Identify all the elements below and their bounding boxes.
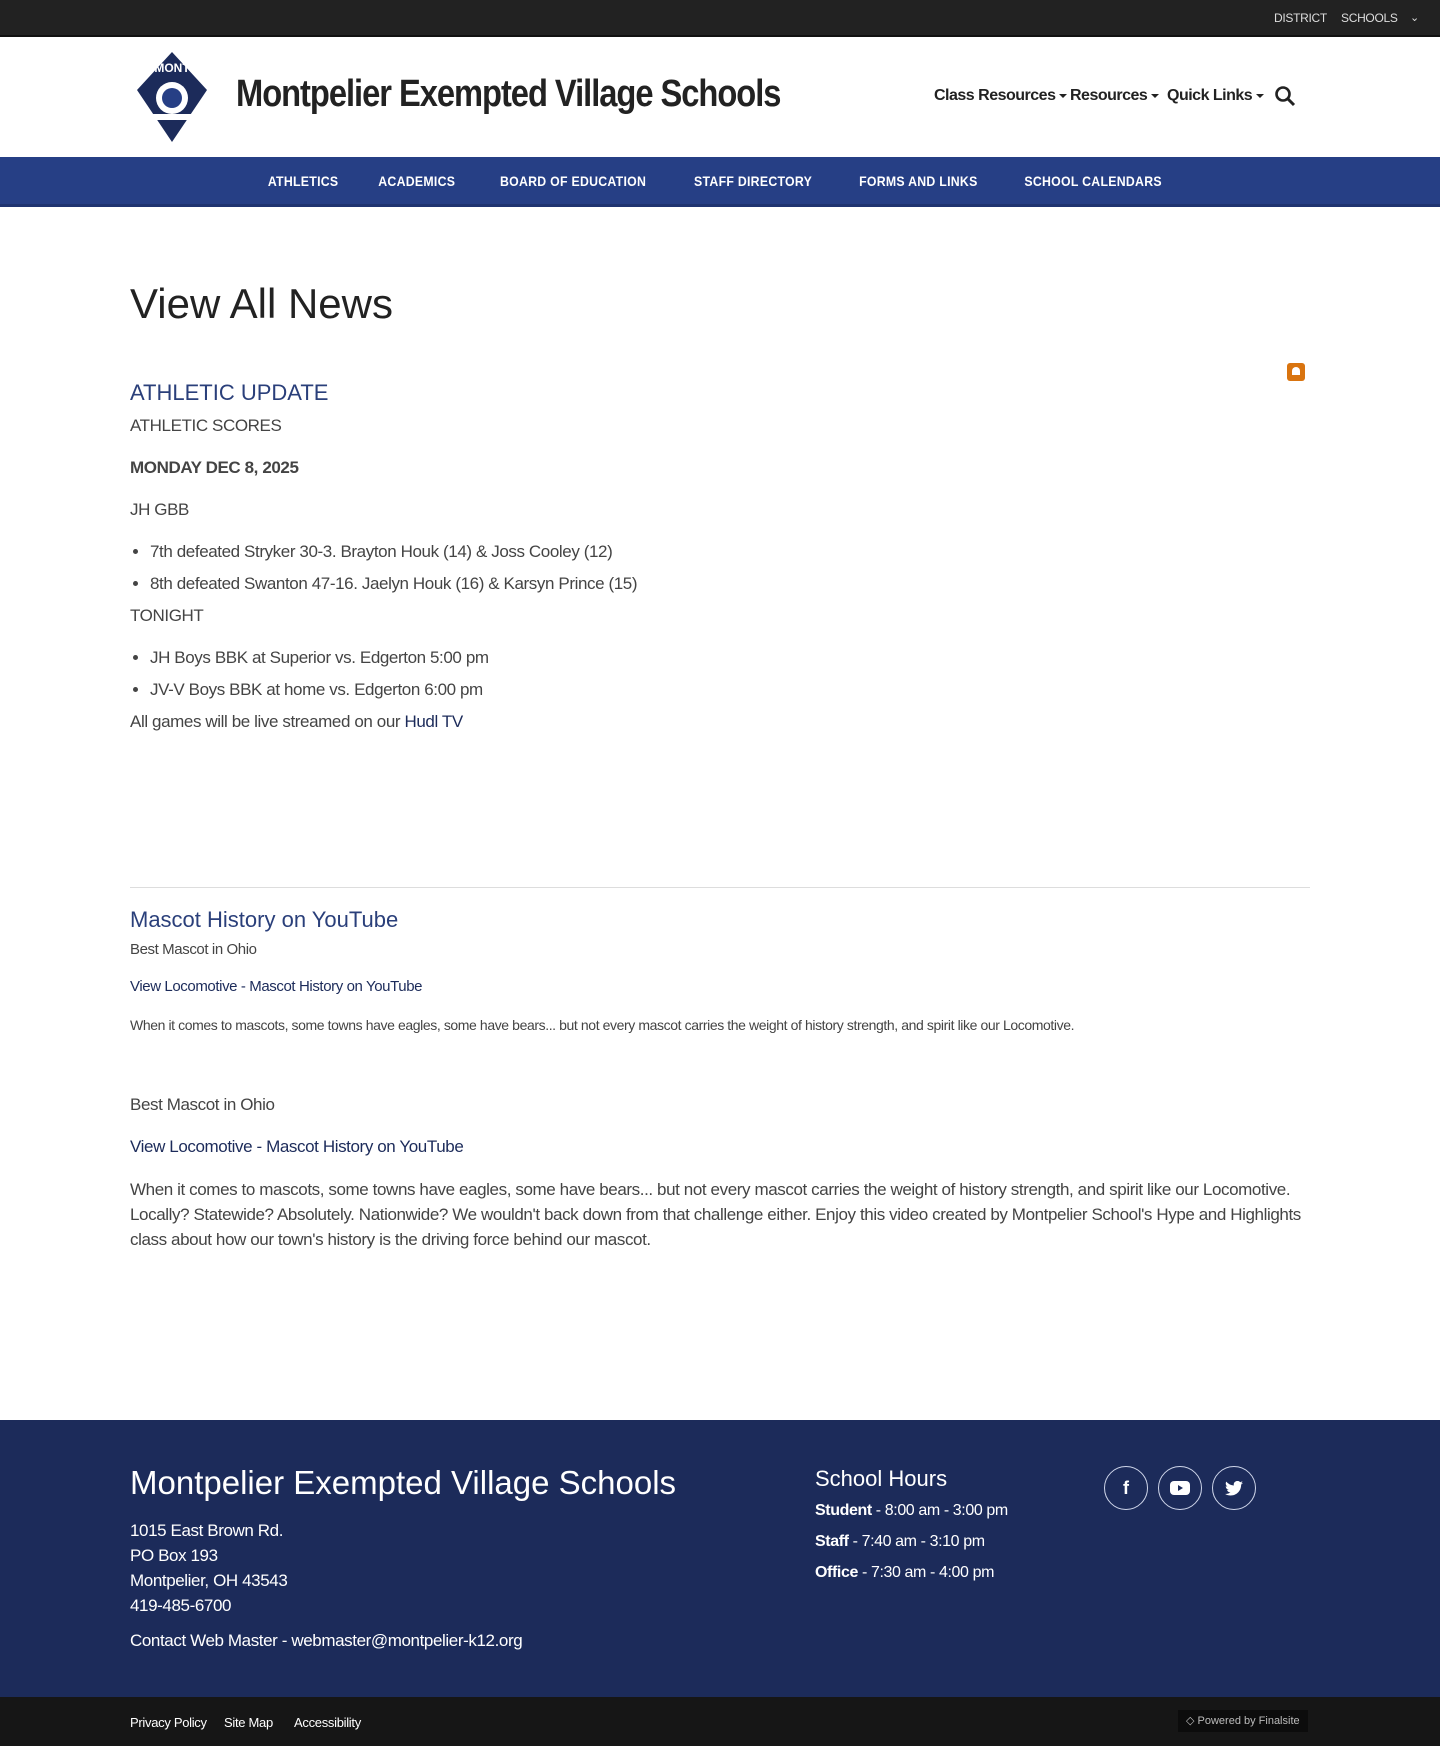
hours-label: Office [815, 1564, 858, 1581]
caret-down-icon [1059, 94, 1067, 98]
chevron-down-icon[interactable]: ⌄ [1410, 12, 1419, 24]
school-logo[interactable] [133, 50, 211, 144]
site-title[interactable]: Montpelier Exempted Village Schools [236, 73, 781, 115]
accessibility-link[interactable]: Accessibility [294, 1715, 361, 1730]
quick-links-menu[interactable] [1167, 87, 1264, 105]
post-title[interactable]: Mascot History on YouTube [130, 907, 399, 932]
top-bar [0, 0, 1440, 37]
list-item: • JV-V Boys BBK at home vs. Edgerton 6:00 pm [150, 680, 1310, 700]
resources-menu[interactable] [1070, 87, 1159, 105]
main-nav [0, 157, 1440, 207]
nav-school-calendars[interactable]: SCHOOL CALENDARS [1024, 172, 1163, 189]
privacy-policy-link[interactable]: Privacy Policy [130, 1715, 207, 1730]
youtube-link[interactable]: View Locomotive - Mascot History on YouTube [130, 1137, 464, 1156]
tonight-list [130, 648, 1310, 700]
results-list [130, 542, 1310, 594]
nav-forms-and-links[interactable]: FORMS AND LINKS [858, 172, 978, 189]
school-hours [815, 1466, 1008, 1595]
svg-text:MONT: MONT [154, 61, 190, 75]
schools-link[interactable]: SCHOOLS [1341, 11, 1398, 25]
search-icon[interactable] [1274, 85, 1296, 107]
stream-label: All games will be live streamed on our [130, 712, 405, 731]
powered-label: Powered by Finalsite [1197, 1715, 1300, 1727]
bottom-bar [0, 1697, 1440, 1746]
news-post-athletic-update [130, 380, 1310, 732]
section-heading: TONIGHT [130, 606, 204, 625]
phone-link[interactable]: 419-485-6700 [130, 1596, 232, 1615]
post-subtitle: ATHLETIC SCORES [130, 416, 282, 435]
bell-notification-icon[interactable] [1287, 363, 1305, 381]
nav-athletics[interactable]: ATHLETICS [267, 172, 338, 189]
facebook-icon[interactable]: f [1104, 1466, 1148, 1510]
post-summary: Best Mascot in Ohio [130, 941, 257, 958]
webmaster-label: Contact Web Master - [130, 1631, 292, 1650]
nav-board-of-education[interactable]: BOARD OF EDUCATION [500, 172, 647, 189]
powered-by-finalsite[interactable] [1178, 1710, 1308, 1732]
footer-title: Montpelier Exempted Village Schools [130, 1464, 677, 1501]
list-item: • 7th defeated Stryker 30-3. Brayton Houk (14) & Joss Cooley (12) [150, 542, 1310, 562]
hours-time: - 7:40 am - 3:10 pm [848, 1533, 985, 1550]
address-line: 1015 East Brown Rd. [130, 1521, 284, 1540]
hours-row [815, 1502, 1008, 1520]
body-text: When it comes to mascots, some towns have eagles, some have bears... but not every mascot carries the weight of history strength, and spirit like our Locomotive. Locally? Statewide? Absolutely. Nationwide? We wouldn't back down from that challenge either. Enjoy this video created by Montpelier School's Hype and Highlights class about how our town's history is the driving force behind our mascot. [130, 1180, 1301, 1249]
summary-text: When it comes to mascots, some towns have eagles, some have bears... but not every mascot carries the weight of history strength, and spirit like our Locomotive. [130, 1017, 1075, 1033]
twitter-icon[interactable] [1212, 1466, 1256, 1510]
finalsite-icon: ◇ [1186, 1715, 1198, 1727]
stream-text [130, 712, 1310, 732]
hours-label: Staff [815, 1533, 849, 1550]
hudl-tv-link[interactable]: Hudl TV [404, 712, 463, 731]
hours-time: - 7:30 am - 4:00 pm [857, 1564, 995, 1581]
list-item: • JH Boys BBK at Superior vs. Edgerton 5:00 pm [150, 648, 1310, 668]
divider [130, 887, 1310, 888]
class-resources-menu[interactable] [934, 87, 1067, 105]
hours-time: - 8:00 am - 3:00 pm [871, 1502, 1008, 1519]
youtube-icon[interactable] [1158, 1466, 1202, 1510]
site-map-link[interactable]: Site Map [224, 1715, 273, 1730]
caret-down-icon [1256, 94, 1264, 98]
post-date: MONDAY DEC 8, 2025 [130, 458, 299, 477]
news-post-mascot-history [130, 907, 1310, 1252]
caret-down-icon [1151, 94, 1159, 98]
district-link[interactable]: DISTRICT [1274, 11, 1327, 25]
list-item: • 8th defeated Swanton 47-16. Jaelyn Houk (16) & Karsyn Prince (15) [150, 574, 1310, 594]
address-line: Montpelier, OH 43543 [130, 1571, 288, 1590]
youtube-link[interactable]: View Locomotive - Mascot History on YouTube [130, 978, 423, 995]
nav-academics[interactable]: ACADEMICS [378, 172, 456, 189]
hours-title: School Hours [815, 1466, 948, 1491]
site-footer [0, 1420, 1440, 1697]
body-heading: Best Mascot in Ohio [130, 1095, 275, 1114]
menu-label: Resources [1070, 87, 1148, 104]
hours-row [815, 1564, 1008, 1582]
nav-staff-directory[interactable]: STAFF DIRECTORY [694, 172, 813, 189]
address-line: PO Box 193 [130, 1546, 218, 1565]
hours-label: Student [815, 1502, 872, 1519]
site-header [0, 37, 1440, 157]
section-heading: JH GBB [130, 500, 190, 519]
page-title: View All News [130, 280, 393, 327]
hours-row [815, 1533, 1008, 1551]
webmaster-email-link[interactable]: webmaster@montpelier-k12.org [291, 1631, 523, 1650]
menu-label: Quick Links [1167, 87, 1253, 104]
footer-address [130, 1518, 522, 1653]
menu-label: Class Resources [934, 87, 1056, 104]
post-title[interactable]: ATHLETIC UPDATE [130, 380, 329, 405]
